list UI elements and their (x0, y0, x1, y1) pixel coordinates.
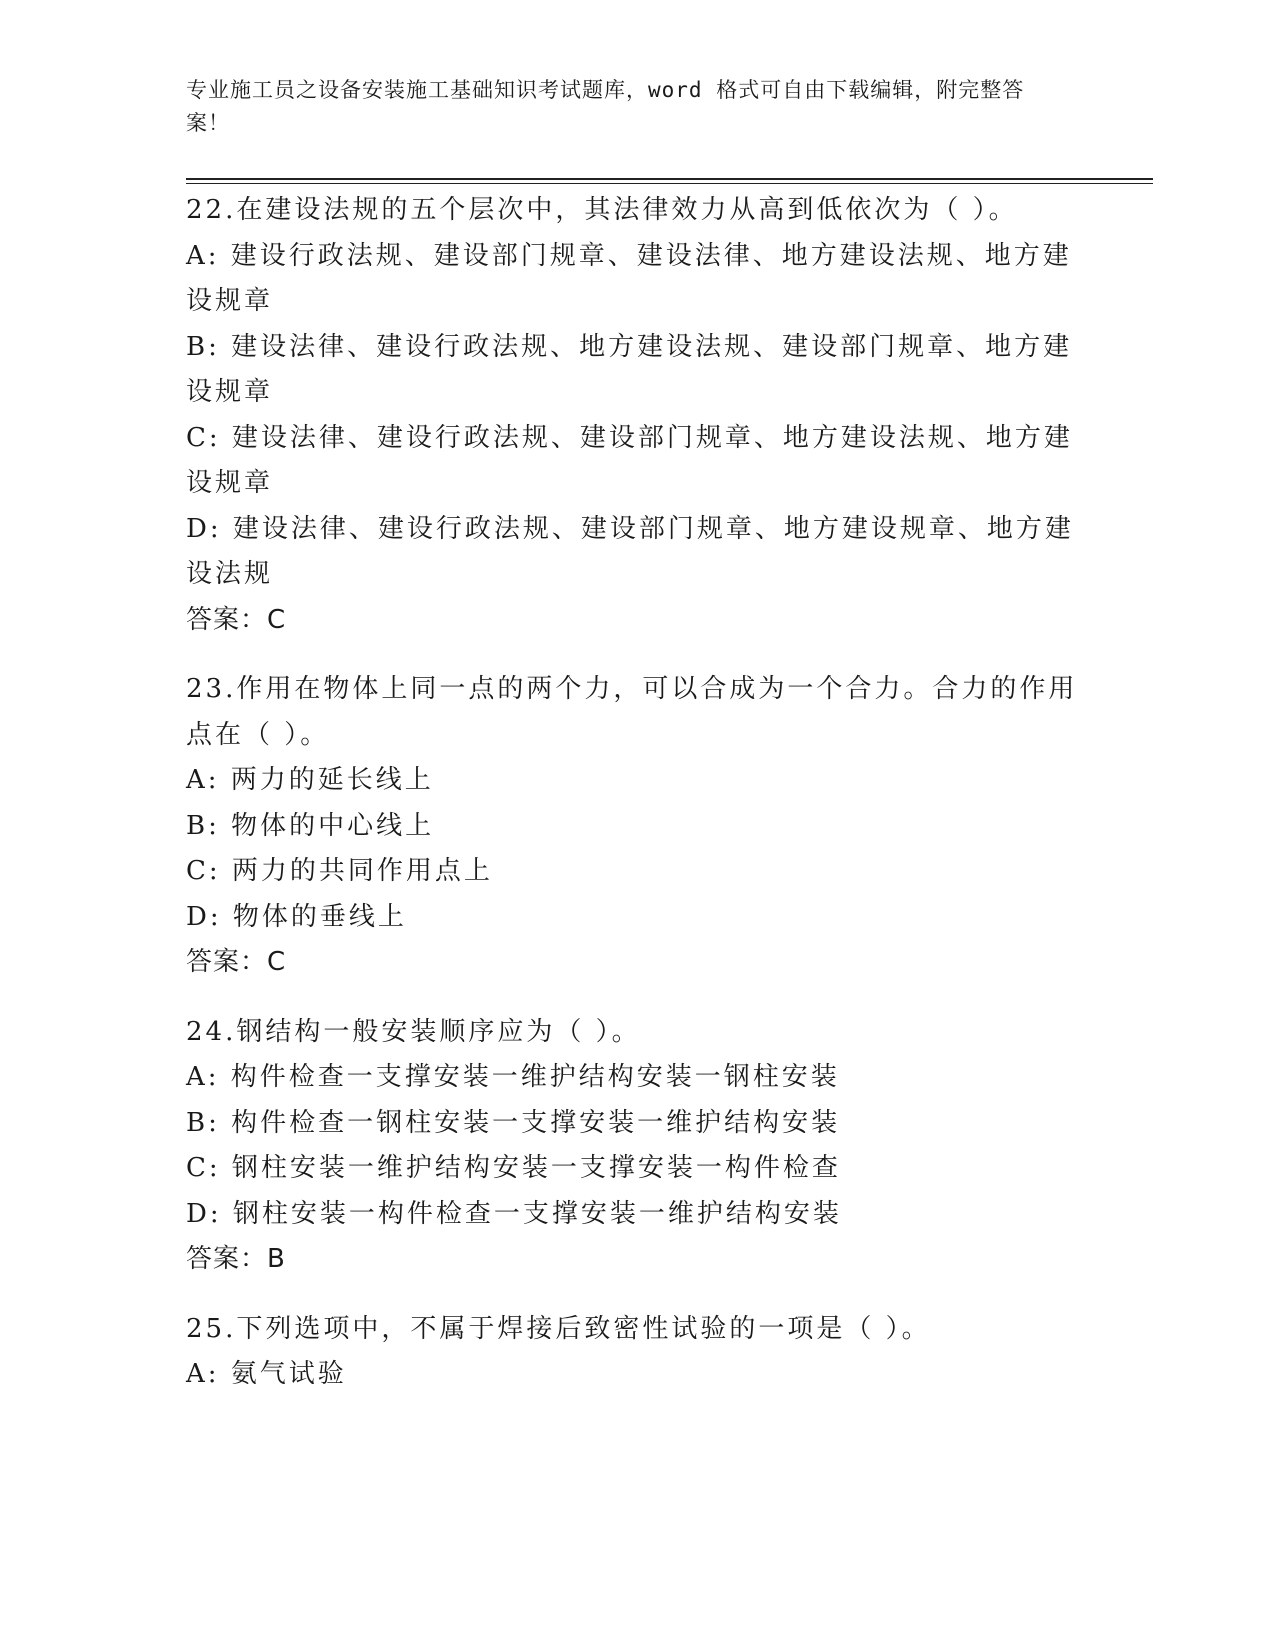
question-stem: 22.在建设法规的五个层次中，其法律效力从高到低依次为（ ）。 (186, 195, 1018, 225)
question-23 (186, 667, 1086, 986)
option-a: A: 氨气试验 (186, 1359, 347, 1389)
question-stem: 23.作用在物体上同一点的两个力，可以合成为一个合力。合力的作用点在（ ）。 (186, 674, 1078, 750)
header-divider-thin (186, 183, 1153, 184)
question-list (186, 188, 1086, 1422)
document-header: 专业施工员之设备安装施工基础知识考试题库，word 格式可自由下载编辑，附完整答案！ (186, 78, 1025, 135)
option-b: B: 物体的中心线上 (186, 810, 435, 841)
question-24 (186, 1010, 1086, 1283)
question-22 (186, 188, 1086, 643)
option-a: A: 建设行政法规、建设部门规章、建设法律、地方建设法规、地方建设规章 (186, 240, 1072, 316)
option-c: C: 建设法律、建设行政法规、建设部门规章、地方建设法规、地方建设规章 (186, 422, 1073, 498)
option-b: B: 构件检查一钢柱安装一支撑安装一维护结构安装 (186, 1107, 841, 1138)
option-c: C: 两力的共同作用点上 (186, 856, 493, 886)
option-a: A: 两力的延长线上 (186, 765, 434, 795)
answer-line: 答案：B (186, 1244, 286, 1274)
option-c: C: 钢柱安装一维护结构安装一支撑安装一构件检查 (186, 1153, 841, 1183)
option-b: B: 建设法律、建设行政法规、地方建设法规、建设部门规章、地方建设规章 (186, 331, 1073, 407)
option-d: D: 物体的垂线上 (186, 901, 407, 932)
header-divider-thick (186, 178, 1153, 180)
option-d: D: 建设法律、建设行政法规、建设部门规章、地方建设规章、地方建设法规 (186, 513, 1074, 589)
question-25 (186, 1307, 1086, 1398)
answer-line: 答案：C (186, 947, 287, 977)
question-stem: 24.钢结构一般安装顺序应为（ ）。 (186, 1016, 641, 1047)
answer-line: 答案：C (186, 604, 287, 635)
question-stem: 25.下列选项中，不属于焊接后致密性试验的一项是（ ）。 (186, 1313, 931, 1344)
option-a: A: 构件检查一支撑安装一维护结构安装一钢柱安装 (186, 1062, 840, 1092)
option-d: D: 钢柱安装一构件检查一支撑安装一维护结构安装 (186, 1198, 842, 1229)
